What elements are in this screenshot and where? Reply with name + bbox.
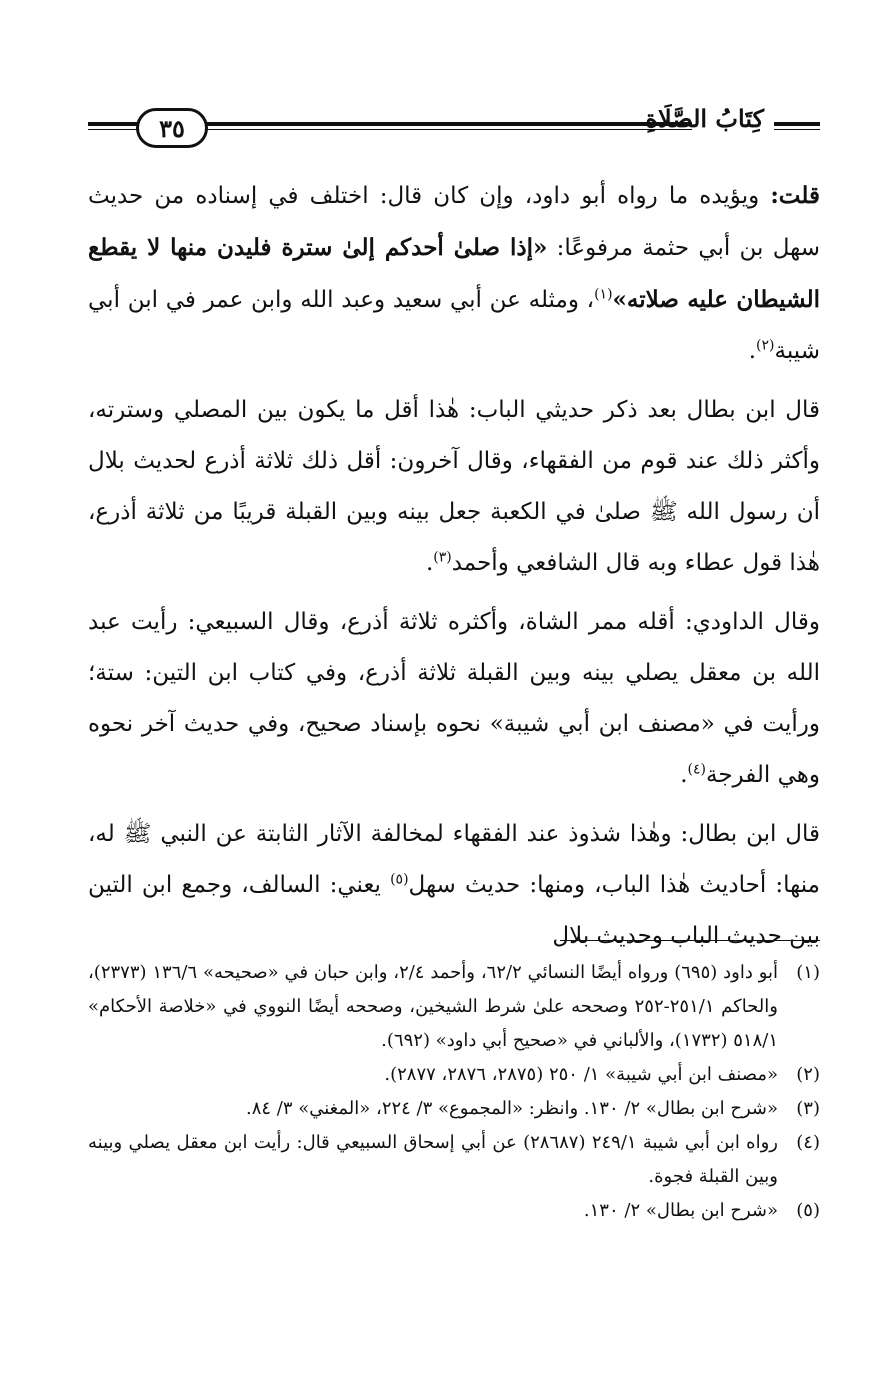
paragraph-end: . bbox=[748, 338, 757, 364]
footnote-marker[interactable]: (٥) bbox=[390, 871, 409, 888]
paragraph-text: يعني: السالف، وجمع ابن التين بين حديث الباب وحديث بلال bbox=[88, 872, 820, 949]
footnote-number: (٢) bbox=[796, 1064, 820, 1085]
paragraph-2 bbox=[88, 385, 820, 589]
paragraph-1 bbox=[88, 170, 820, 377]
page-header bbox=[88, 104, 820, 154]
footnote-item bbox=[88, 1194, 820, 1228]
paragraph-3 bbox=[88, 597, 820, 801]
paragraph-lead: قلت: bbox=[770, 182, 820, 209]
hadith-quote: «إذا صلىٰ أحدكم إلىٰ سترة فليدن منها لا يقطع الشيطان عليه صلاته» bbox=[88, 234, 820, 313]
footnote-text: «شرح ابن بطال» ٢/ ١٣٠. bbox=[583, 1200, 778, 1221]
footnote-separator bbox=[560, 940, 820, 941]
running-title: كِتَابُ الصَّلَاةِ bbox=[645, 104, 764, 133]
footnote-item bbox=[88, 1058, 820, 1092]
footnote-marker[interactable]: (١) bbox=[594, 286, 613, 303]
footnote-text: «مصنف ابن أبي شيبة» ١/ ٢٥٠ (٢٨٧٥، ٢٨٧٦، ٢٨٧٧). bbox=[384, 1064, 778, 1085]
footnote-number: (٤) bbox=[796, 1132, 820, 1153]
paragraph-text: ، ومثله عن أبي سعيد وعبد الله وابن عمر في ابن أبي شيبة bbox=[88, 287, 820, 364]
footnote-number: (٥) bbox=[796, 1200, 820, 1221]
paragraph-text: وقال الداودي: أقله ممر الشاة، وأكثره ثلاثة أذرع، وقال السبيعي: رأيت عبد الله بن معقل يصلي بينه وبين القبلة ثلاثة أذرع، وفي كتاب ابن التين: ستة؛ ورأيت في «مصنف ابن أبي شيبة» نحوه بإسناد صحيح، وفي حديث آخر نحوه وهي الفرجة bbox=[88, 609, 820, 788]
footnote-item bbox=[88, 956, 820, 1058]
footnote-marker[interactable]: (٤) bbox=[687, 761, 706, 778]
header-rule-middle bbox=[200, 122, 692, 130]
paragraph-text: ويؤيده ما رواه أبو داود، وإن كان قال: اختلف في إسناده من حديث سهل بن أبي حثمة مرفوعًا: bbox=[88, 183, 821, 261]
footnote-item bbox=[88, 1126, 820, 1194]
footnote-text: أبو داود (٦٩٥) ورواه أيضًا النسائي ٦٢/٢، وأحمد ٢/٤، وابن حبان في «صحيحه» ١٣٦/٦ (٢٣٧٣)، والحاكم ٢٥١/١-٢٥٢ وصححه علىٰ شرط الشيخين، وصححه أيضًا النووي في «خلاصة الأحكام» ٥١٨/١ (١٧٣٢)، والألباني في «صحيح أبي داود» (٦٩٢). bbox=[88, 962, 779, 1051]
footnotes bbox=[88, 956, 820, 1228]
footnote-marker[interactable]: (٣) bbox=[433, 549, 452, 566]
page-number: ٣٥ bbox=[136, 108, 208, 148]
header-rule-left bbox=[88, 122, 140, 130]
footnote-text: رواه ابن أبي شيبة ٢٤٩/١ (٢٨٦٨٧) عن أبي إسحاق السبيعي قال: رأيت ابن معقل يصلي وبينه وبين القبلة فجوة. bbox=[88, 1132, 779, 1187]
footnote-marker[interactable]: (٢) bbox=[756, 337, 775, 354]
main-text bbox=[88, 170, 820, 970]
paragraph-end: . bbox=[680, 762, 688, 788]
footnote-number: (٣) bbox=[796, 1098, 820, 1119]
paragraph-text: قال ابن بطال بعد ذكر حديثي الباب: هٰذا أقل ما يكون بين المصلي وسترته، وأكثر ذلك عند قوم من الفقهاء، وقال آخرون: أقل ذلك ثلاثة أذرع لحديث بلال أن رسول الله ﷺ صلىٰ في الكعبة جعل بينه وبين القبلة قريبًا من ثلاثة أذرع، هٰذا قول عطاء وبه قال الشافعي وأحمد bbox=[88, 397, 820, 576]
paragraph-text: قال ابن بطال: وهٰذا شذوذ عند الفقهاء لمخالفة الآثار الثابتة عن النبي ﷺ له، منها: أحاديث هٰذا الباب، ومنها: حديث سهل bbox=[88, 821, 820, 898]
paragraph-end: . bbox=[425, 550, 434, 576]
header-rule-right bbox=[774, 122, 820, 130]
footnote-text: «شرح ابن بطال» ٢/ ١٣٠. وانظر: «المجموع» ٣/ ٢٢٤، «المغني» ٣/ ٨٤. bbox=[245, 1098, 778, 1119]
footnote-item bbox=[88, 1092, 820, 1126]
footnote-number: (١) bbox=[796, 962, 820, 983]
